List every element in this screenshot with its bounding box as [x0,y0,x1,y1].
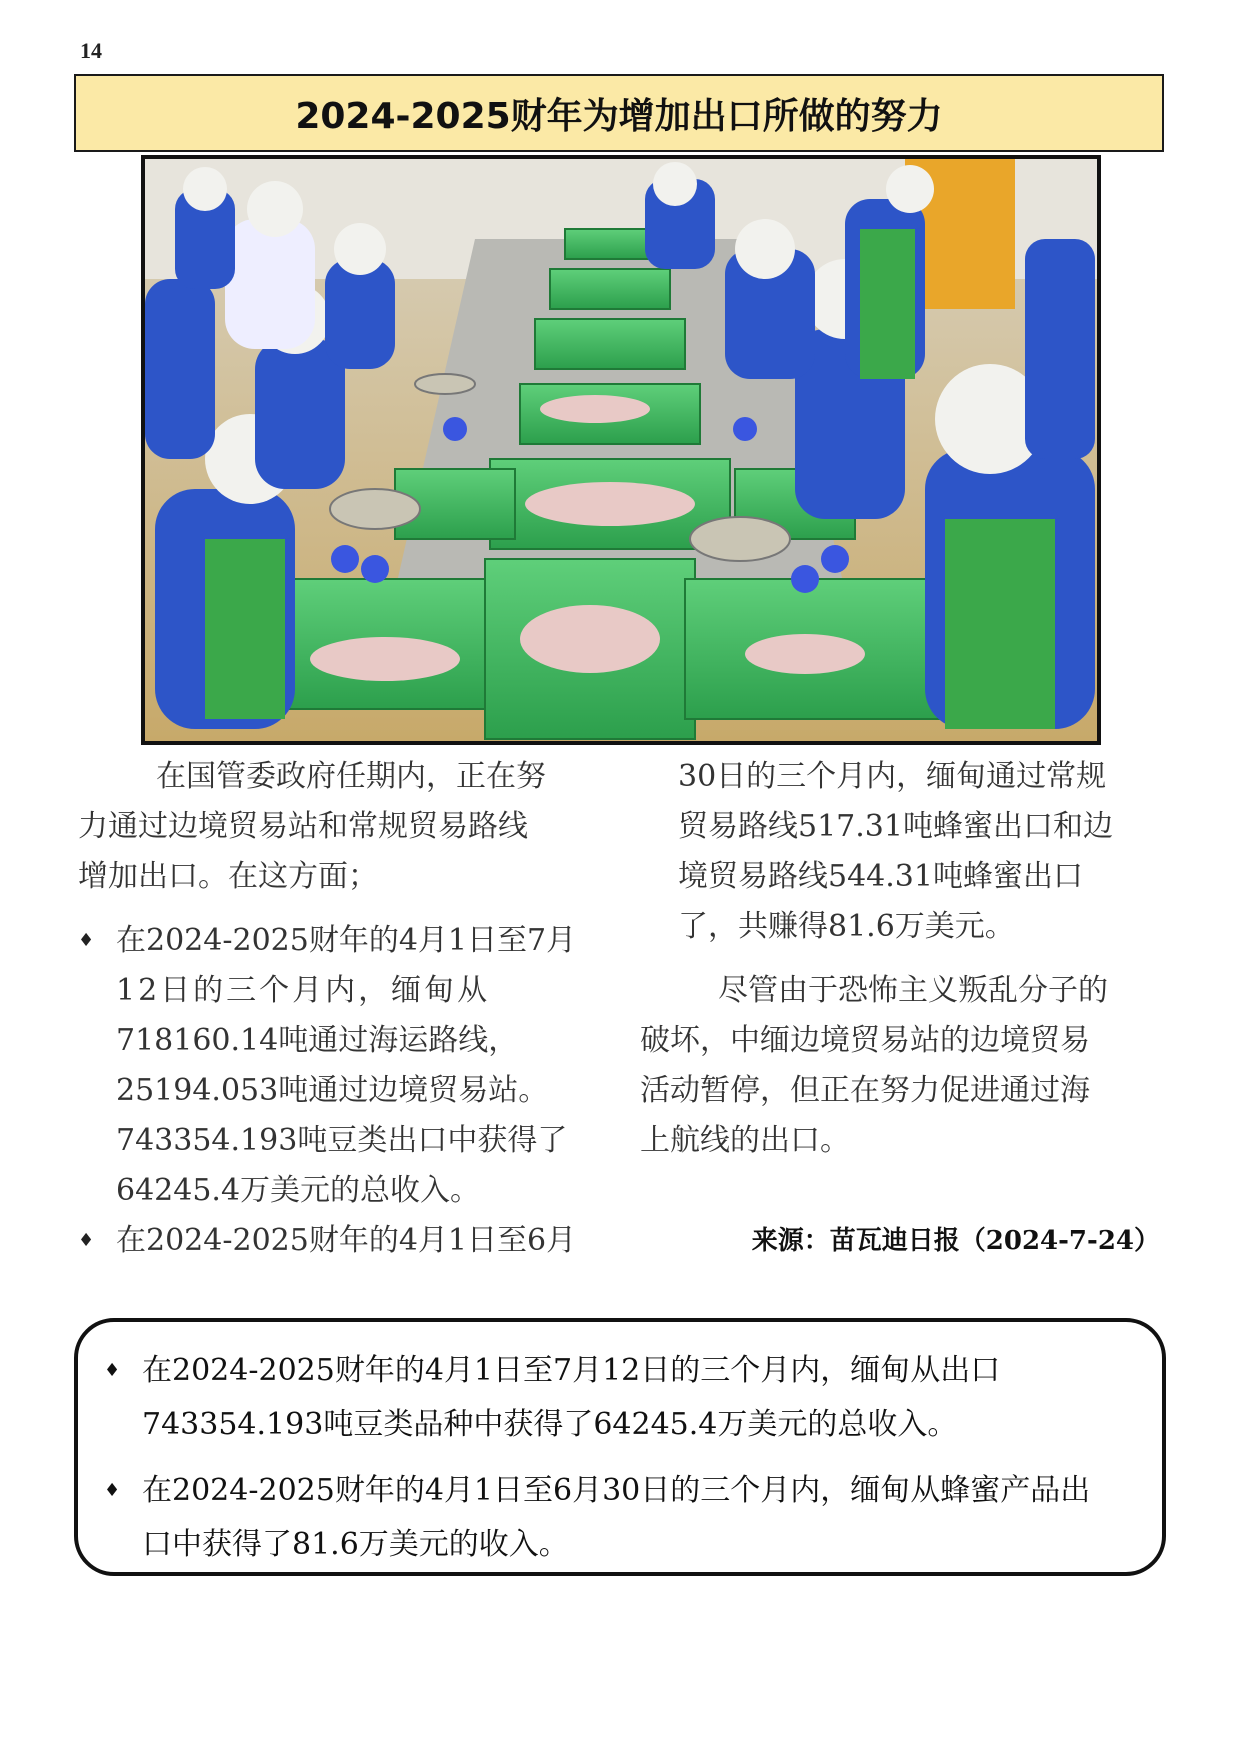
bullet-line: 境贸易路线544.31吨蜂蜜出口 [678,859,1083,894]
bullet-line: 718160.14吨通过海运路线， [116,1023,519,1058]
summary-item [104,1344,1132,1452]
paragraph-line: 上航线的出口。 [640,1123,850,1158]
bullet-line: 64245.4万美元的总收入。 [116,1173,481,1208]
summary-line: 在2024-2025财年的4月1日至7月12日的三个月内，缅甸从出口 [142,1353,1001,1388]
paragraph-line: 破坏，中缅边境贸易站的边境贸易 [640,1023,1090,1058]
page-number: 14 [80,38,102,63]
intro-line: 增加出口。在这方面； [78,859,378,894]
bullet-line: 在2024-2025财年的4月1日至7月 [116,923,577,958]
diamond-bullet-icon: ♦ [78,930,95,951]
paragraph-line: 活动暂停，但正在努力促进通过海 [640,1073,1090,1108]
summary-box [74,1318,1166,1576]
left-text-column [78,752,598,1266]
list-item [78,916,598,1216]
summary-line: 口中获得了81.6万美元的收入。 [142,1527,569,1562]
fish-processing-photo [141,155,1101,745]
page-title: 2024-2025财年为增加出口所做的努力 [295,95,943,137]
bullet-line: 贸易路线517.31吨蜂蜜出口和边 [678,809,1113,844]
bullet-line: 12日的三个月内，缅甸从 [116,973,491,1008]
diamond-bullet-icon: ♦ [78,1230,95,1251]
title-banner [74,74,1164,152]
bullet-line: 25194.053吨通过边境贸易站。 [116,1073,549,1108]
summary-line: 743354.193吨豆类品种中获得了64245.4万美元的总收入。 [142,1407,958,1442]
bullet-line: 了，共赚得81.6万美元。 [678,909,1015,944]
summary-line: 在2024-2025财年的4月1日至6月30日的三个月内，缅甸从蜂蜜产品出 [142,1473,1091,1508]
bullet-line: 743354.193吨豆类出口中获得了 [116,1123,568,1158]
source-credit: 来源：苗瓦迪日报（2024-7-24） [751,1226,1160,1256]
list-item [78,1216,598,1266]
bullet-line: 在2024-2025财年的4月1日至6月 [116,1223,577,1258]
diamond-bullet-icon: ♦ [104,1360,121,1381]
paragraph-line: 尽管由于恐怖主义叛乱分子的 [718,973,1108,1008]
summary-item [104,1464,1132,1572]
diamond-bullet-icon: ♦ [104,1480,121,1501]
intro-line: 在国管委政府任期内，正在努 [156,759,546,794]
intro-line: 力通过边境贸易站和常规贸易路线 [78,809,528,844]
bullet-line: 30日的三个月内，缅甸通过常规 [678,759,1107,794]
right-text-column [640,752,1160,1166]
